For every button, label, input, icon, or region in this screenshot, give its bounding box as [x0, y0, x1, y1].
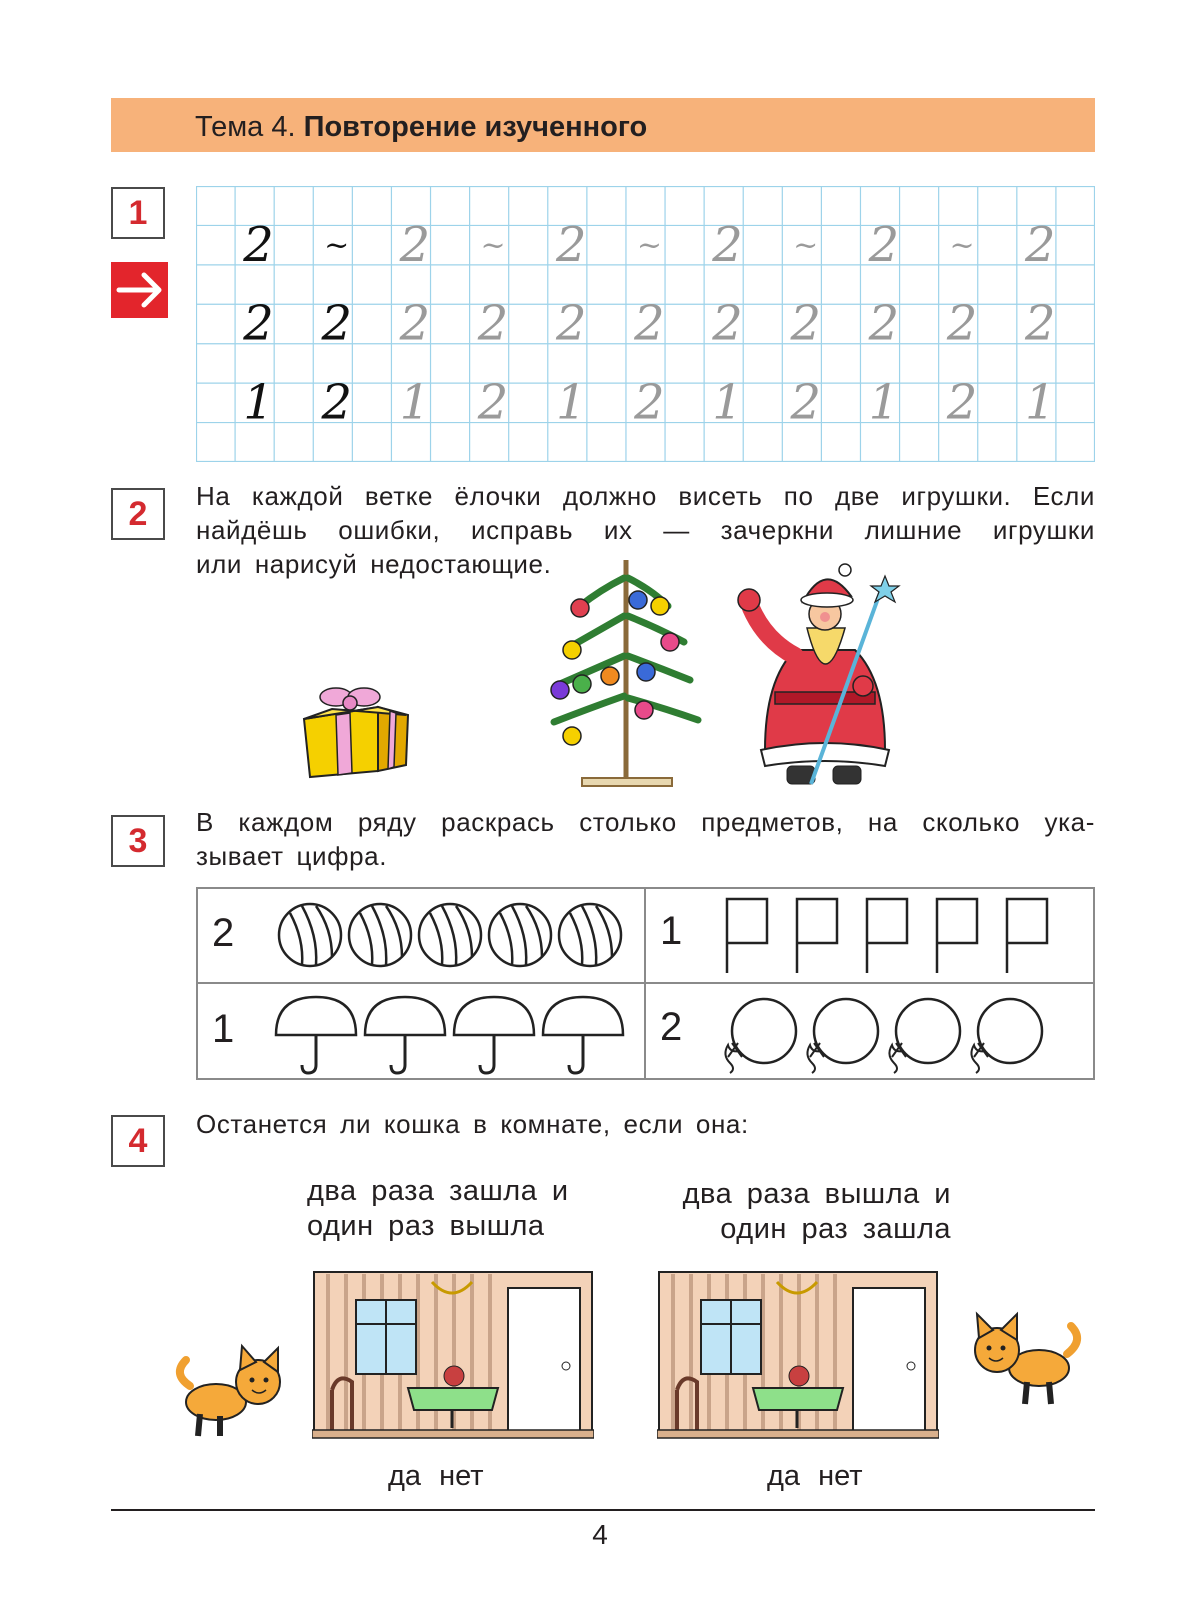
ball-icon[interactable]: [489, 904, 551, 966]
fir-tree-icon: [540, 558, 710, 798]
writing-digit: 2: [946, 295, 978, 352]
flag-icon[interactable]: [937, 899, 977, 973]
question-2-line-2: один раз зашла: [720, 1213, 951, 1245]
task-number-1: 1: [111, 187, 165, 239]
task-2-line: найдёшь ошибки, исправь их — зачеркни лишние игрушки: [196, 515, 1095, 545]
task-number-2: 2: [111, 488, 165, 540]
writing-digit: 2: [555, 295, 587, 352]
writing-digit: 2: [868, 295, 900, 352]
flag-icon[interactable]: [797, 899, 837, 973]
count-balls: 2: [212, 911, 235, 955]
page-number: 4: [592, 1519, 608, 1550]
room-illustration-2: [657, 1270, 939, 1440]
writing-digit: 2: [243, 216, 274, 273]
writing-digit: 2: [477, 295, 509, 352]
writing-tilde: ~: [324, 227, 350, 263]
task-3-line: зывает цифра.: [196, 841, 388, 871]
topic-name: Повторение изученного: [303, 111, 648, 143]
writing-grid[interactable]: [196, 186, 1095, 462]
answer-yes[interactable]: да: [767, 1460, 801, 1492]
cat-icon: [172, 1340, 302, 1440]
answer-options-1: [388, 1459, 484, 1493]
flag-icon[interactable]: [1007, 899, 1047, 973]
writing-digit: 2: [399, 216, 431, 273]
question-2-line-1: два раза вышла и: [682, 1178, 951, 1210]
writing-digit: 1: [868, 374, 900, 431]
writing-tilde: ~: [480, 227, 506, 263]
flag-icon[interactable]: [727, 899, 767, 973]
arrow-right-icon: [111, 262, 168, 318]
footer-divider: [111, 1509, 1095, 1511]
task-number-4: 4: [111, 1115, 165, 1167]
answer-no[interactable]: нет: [818, 1460, 863, 1492]
question-1-line-2: один раз вышла: [307, 1210, 545, 1242]
gift-box-icon: [296, 685, 416, 785]
writing-digit: 1: [243, 374, 274, 431]
writing-tilde: ~: [636, 227, 662, 263]
writing-digit: 2: [243, 295, 274, 352]
count-flags: 1: [660, 909, 683, 953]
umbrella-icon[interactable]: [365, 997, 445, 1035]
room-illustration-1: [312, 1270, 594, 1440]
writing-digit: 2: [321, 295, 352, 352]
task-3-text: [196, 805, 1095, 873]
writing-digit: 1: [555, 374, 587, 431]
writing-digit: 2: [634, 374, 665, 431]
answer-yes[interactable]: да: [388, 1460, 422, 1492]
task-4-text: Останется ли кошка в комнате, если она:: [196, 1109, 749, 1139]
writing-digit: 2: [946, 374, 978, 431]
answer-no[interactable]: нет: [439, 1460, 484, 1492]
umbrella-handles: [302, 1035, 583, 1073]
writing-tilde: ~: [949, 227, 975, 263]
umbrella-icon[interactable]: [454, 997, 534, 1035]
question-2-caption: [655, 1177, 951, 1247]
writing-digit: 1: [1025, 374, 1056, 431]
question-1-line-1: два раза зашла и: [307, 1175, 569, 1207]
santa-claus-icon: [735, 560, 925, 790]
writing-digit: 2: [868, 216, 900, 273]
count-umbrellas: 1: [212, 1007, 235, 1051]
writing-digit: 1: [399, 374, 431, 431]
topic-title: [195, 110, 647, 144]
task-2-line: На каждой ветке ёлочки должно висеть по две игрушки. Если: [196, 481, 1095, 511]
umbrella-icon[interactable]: [276, 997, 356, 1035]
flags-row: [721, 895, 1051, 980]
writing-digit: 2: [1025, 295, 1056, 352]
writing-digit: 2: [555, 216, 587, 273]
ball-icon[interactable]: [349, 904, 411, 966]
writing-digit: 2: [712, 295, 743, 352]
writing-digit: 2: [321, 374, 352, 431]
coloring-table: [196, 887, 1095, 1080]
count-balloons: 2: [660, 1005, 683, 1049]
balls-row: [274, 899, 634, 976]
writing-digit: 1: [712, 374, 743, 431]
ball-icon[interactable]: [559, 904, 621, 966]
umbrellas-row: [272, 993, 632, 1080]
writing-tilde: ~: [793, 227, 819, 263]
balloon-icon[interactable]: [896, 999, 960, 1063]
task-3-line: В каждом ряду раскрась столько предметов, на сколько ука-: [196, 807, 1095, 837]
answer-options-2: [767, 1459, 863, 1493]
balloon-icon[interactable]: [814, 999, 878, 1063]
ball-icon[interactable]: [419, 904, 481, 966]
writing-digit: 2: [790, 295, 822, 352]
topic-prefix: Тема 4.: [195, 111, 296, 143]
question-1-caption: [307, 1174, 569, 1244]
balloons-row: [716, 991, 1056, 1080]
task-2-line: или нарисуй недостающие.: [196, 549, 552, 579]
cat-icon: [955, 1310, 1085, 1410]
writing-digit: 2: [790, 374, 822, 431]
task-number-3: 3: [111, 815, 165, 867]
writing-digit: 2: [634, 295, 665, 352]
balloon-icon[interactable]: [732, 999, 796, 1063]
umbrella-icon[interactable]: [543, 997, 623, 1035]
writing-digit: 2: [477, 374, 509, 431]
balloon-icon[interactable]: [978, 999, 1042, 1063]
writing-digit: 2: [1025, 216, 1056, 273]
writing-digit: 2: [712, 216, 743, 273]
flag-icon[interactable]: [867, 899, 907, 973]
writing-digit: 2: [399, 295, 431, 352]
